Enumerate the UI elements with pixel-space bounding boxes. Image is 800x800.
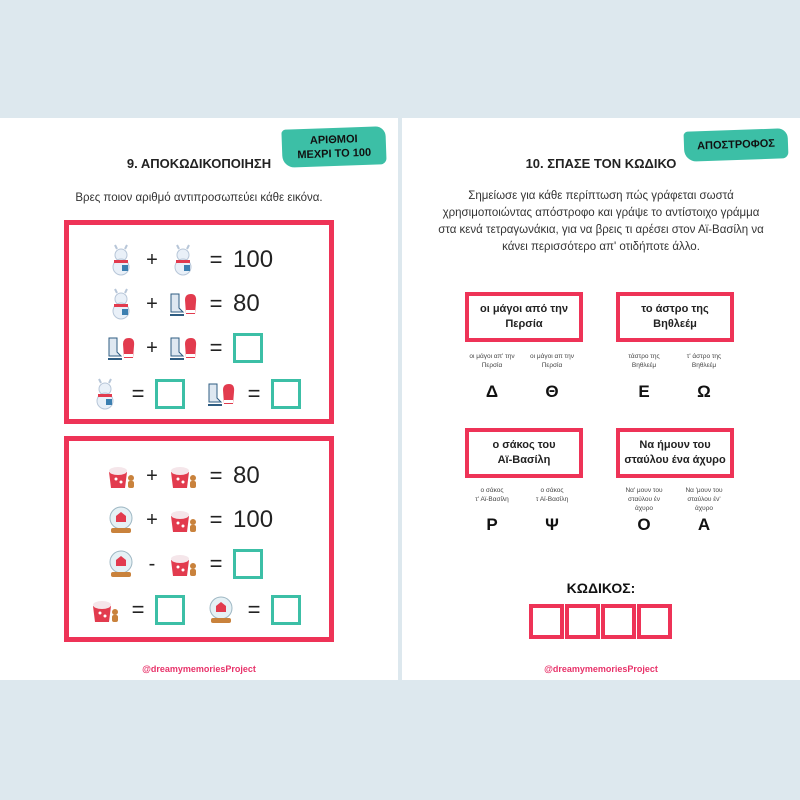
code-letter-box[interactable] — [565, 604, 600, 639]
operator: + — [146, 508, 158, 531]
phrase-line: Αϊ-Βασίλη — [497, 454, 551, 466]
operator: + — [146, 464, 158, 487]
phrase-card — [616, 292, 734, 342]
option-letter: Θ — [545, 382, 559, 401]
option-text: ο σάκος τ' Αϊ-Βασίλη — [475, 487, 509, 503]
equation-result: 100 — [233, 246, 274, 273]
operator: + — [146, 292, 158, 315]
snowman-icon — [105, 288, 137, 320]
snowglobe-icon — [205, 594, 237, 626]
equals-sign: = — [209, 463, 223, 488]
instruction-line: Σημείωσε για κάθε περίπτωση πώς γράφεται σωστά — [468, 190, 734, 202]
option-text: οι μάγοι απ την Περσία — [530, 353, 574, 369]
phrase-card — [465, 428, 583, 478]
phrase-line: οι μάγοι από την — [480, 303, 568, 315]
option-text: τάστρο της Βηθλεέμ — [628, 353, 660, 369]
option-letter: Ο — [637, 515, 651, 534]
equals-sign: = — [247, 597, 261, 622]
skates-mittens-icon — [167, 288, 199, 320]
option-text: τ' άστρο της Βηθλεέμ — [686, 353, 722, 369]
instruction-line: χρησιμοποιώντας απόστροφο και γράψε το αντίστοιχο γράμμα — [442, 207, 760, 219]
instruction-text — [422, 188, 780, 256]
equation-row — [89, 377, 301, 411]
equation-row — [105, 459, 260, 493]
topic-tag-line: ΑΡΙΘΜΟΙ — [309, 133, 358, 147]
answer-box[interactable] — [271, 379, 301, 409]
option-letter: Ψ — [545, 515, 559, 534]
phrase-line: ο σάκος του — [492, 439, 556, 451]
cocoa-gingerbread-icon — [167, 460, 199, 492]
skates-mittens-icon — [167, 332, 199, 364]
equals-sign: = — [209, 335, 223, 360]
cocoa-gingerbread-icon — [167, 504, 199, 536]
equation-row — [105, 287, 260, 321]
skates-mittens-icon — [105, 332, 137, 364]
equals-sign: = — [131, 381, 145, 406]
puzzle-box-1 — [64, 220, 334, 424]
snowman-icon — [167, 244, 199, 276]
equation-row — [105, 243, 273, 277]
instruction-line: στα κενά τετραγωνάκια, για να βρεις τι αρέσει στον Αϊ-Βασίλη να — [438, 224, 764, 236]
instruction-text: Βρες ποιον αριθμό αντιπροσωπεύει κάθε εικόνα. — [75, 192, 323, 204]
answer-box[interactable] — [155, 379, 185, 409]
cocoa-gingerbread-icon — [105, 460, 137, 492]
equals-sign: = — [209, 247, 223, 272]
phrase-card — [616, 428, 734, 478]
page-title: 10. ΣΠΑΣΕ ΤΟΝ ΚΩΔΙΚΟ — [525, 156, 677, 171]
left-worksheet-page — [0, 118, 398, 680]
equals-sign: = — [209, 551, 223, 576]
phrase-line: σταύλου ένα άχυρο — [624, 454, 726, 466]
topic-tag-line: ΜΕΧΡΙ ΤΟ 100 — [297, 146, 372, 162]
answer-box[interactable] — [271, 595, 301, 625]
option-letter: Δ — [485, 382, 499, 401]
option-letter: Α — [697, 515, 711, 534]
answer-box[interactable] — [233, 549, 263, 579]
equation-result: 80 — [233, 462, 260, 489]
option-text: οι μάγοι απ' την Περσία — [469, 353, 515, 369]
answer-box[interactable] — [233, 333, 263, 363]
skates-mittens-icon — [205, 378, 237, 410]
equation-row — [105, 331, 263, 365]
equation-result: 80 — [233, 290, 260, 317]
code-letter-box[interactable] — [529, 604, 564, 639]
code-label: ΚΩΔΙΚΟΣ: — [566, 580, 636, 596]
option-letter: Ρ — [486, 515, 498, 534]
phrase-line: το άστρο της — [641, 303, 709, 315]
snowglobe-icon — [105, 504, 137, 536]
operator: + — [146, 248, 158, 271]
right-worksheet-page — [402, 118, 800, 680]
puzzle-box-2 — [64, 436, 334, 642]
topic-tag: ΑΠΟΣΤΡΟΦΟΣ — [684, 128, 789, 162]
phrase-card — [465, 292, 583, 342]
equals-sign: = — [131, 597, 145, 622]
equals-sign: = — [209, 507, 223, 532]
equals-sign: = — [209, 291, 223, 316]
equation-row — [105, 547, 263, 581]
phrase-line: Περσία — [505, 318, 543, 330]
equation-row — [89, 593, 301, 627]
operator: + — [146, 336, 158, 359]
credit-text: @dreamymemoriesProject — [544, 664, 658, 674]
equation-row — [105, 503, 273, 537]
option-letter: Ε — [638, 382, 650, 401]
snowman-icon — [89, 378, 121, 410]
cocoa-gingerbread-icon — [89, 594, 121, 626]
operator: - — [148, 552, 156, 575]
phrase-line: Να ήμουν του — [639, 439, 711, 451]
option-letter: Ω — [697, 382, 711, 401]
instruction-line: κάνει περισσότερο απ' οτιδήποτε άλλο. — [502, 241, 700, 253]
answer-box[interactable] — [155, 595, 185, 625]
code-letter-box[interactable] — [601, 604, 636, 639]
credit-text: @dreamymemoriesProject — [142, 664, 256, 674]
snowman-icon — [105, 244, 137, 276]
phrase-line: Βηθλεέμ — [653, 318, 697, 330]
snowglobe-icon — [105, 548, 137, 580]
page-title: 9. ΑΠΟΚΩΔΙΚΟΠΟΙΗΣΗ — [126, 156, 272, 171]
option-text: ο σάκος τ Αϊ-Βασίλη — [535, 487, 569, 503]
option-text: Να' μουν του σταύλου έν άχυρο — [625, 487, 663, 512]
equals-sign: = — [247, 381, 261, 406]
code-letter-box[interactable] — [637, 604, 672, 639]
equation-result: 100 — [233, 506, 274, 533]
cocoa-gingerbread-icon — [167, 548, 199, 580]
option-text: Να 'μουν του σταύλου έν' άχυρο — [685, 487, 723, 512]
